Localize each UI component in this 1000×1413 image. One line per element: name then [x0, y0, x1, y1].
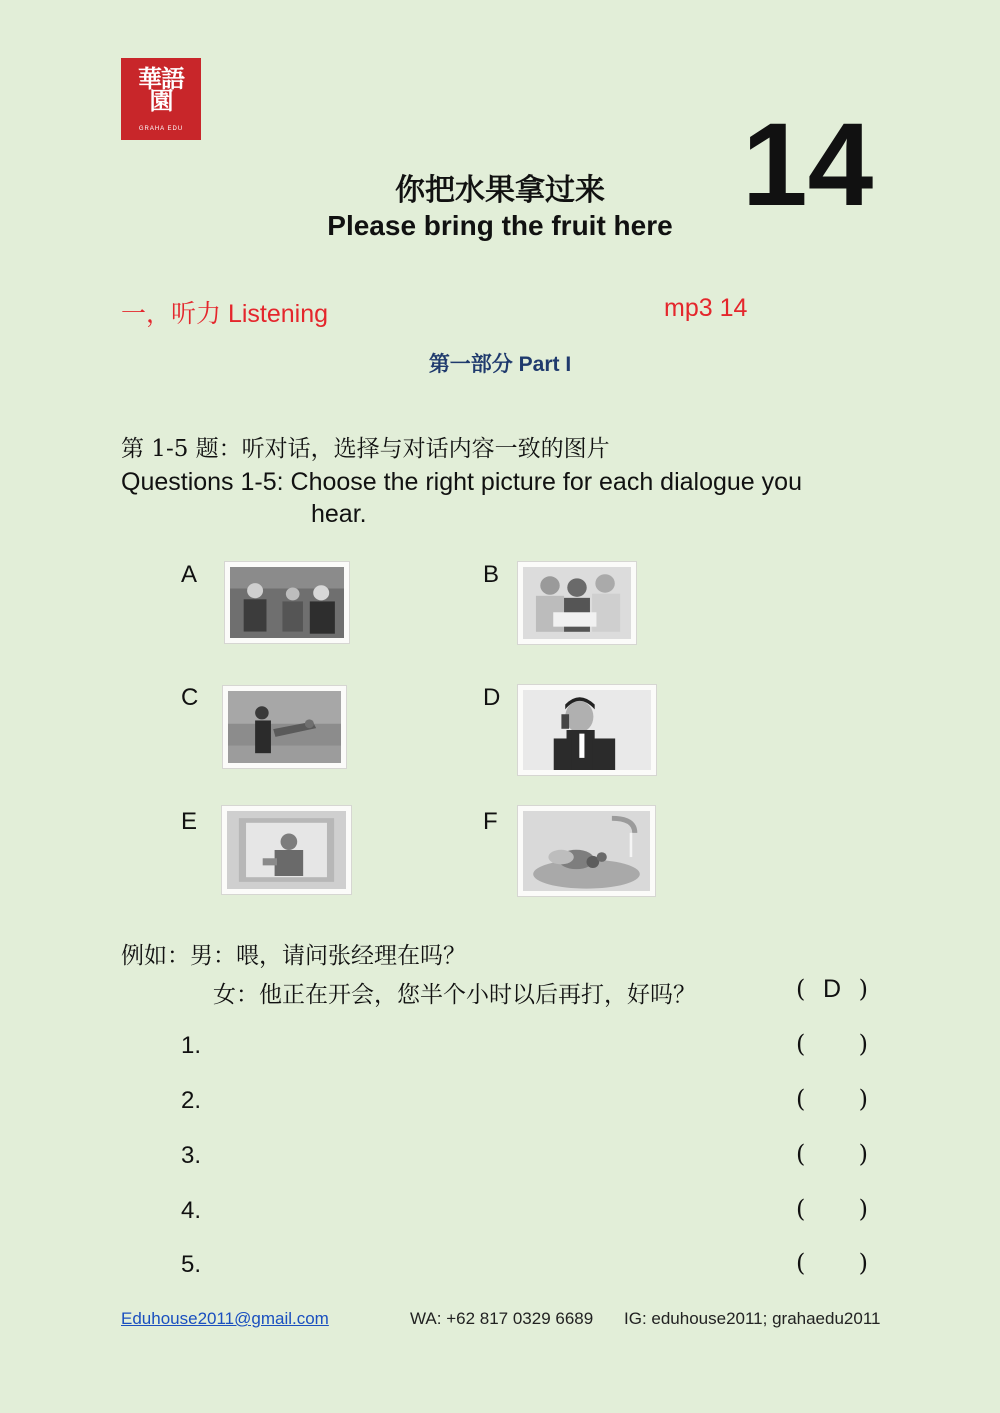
option-letter-d: D [483, 684, 501, 711]
example-dialogue-woman: 女：他正在开会，您半个小时以后再打，好吗？ [213, 982, 696, 1008]
audio-track-label: mp3 14 [664, 294, 748, 322]
photo-family-reading [523, 567, 631, 639]
bracket-close: ) [858, 1195, 868, 1223]
bracket-open: ( [796, 1249, 806, 1277]
instructions-chinese: 第 1-5 题：听对话，选择与对话内容一致的图片 [121, 436, 610, 462]
bracket-open: ( [796, 1195, 806, 1223]
option-picture-f [517, 805, 656, 897]
option-letter-e: E [181, 808, 198, 835]
example-answer: D [822, 975, 842, 1003]
option-letter-c: C [181, 684, 199, 711]
answer-blank[interactable] [796, 1195, 868, 1223]
bracket-close: ) [858, 1030, 868, 1058]
example-answer-bracket [796, 975, 868, 1004]
photo-people-walking [228, 691, 341, 763]
lesson-number: 14 [742, 99, 874, 231]
instructions-english [121, 466, 878, 530]
bracket-open: ( [796, 1085, 806, 1113]
page-title-chinese: 你把水果拿过来 [395, 173, 605, 208]
answer-blank[interactable] [796, 1030, 868, 1058]
photo-washing-fruit [523, 811, 650, 891]
instructions-english-line1: Questions 1-5: Choose the right picture for each dialogue you [121, 468, 802, 496]
page-title-english: Please bring the fruit here [327, 210, 673, 241]
footer-whatsapp: WA: +62 817 0329 6689 [410, 1309, 594, 1328]
bracket-close: ) [858, 975, 868, 1003]
part-heading: 第一部分 Part I [428, 353, 572, 376]
instructions-english-line2: hear. [311, 500, 367, 528]
option-letter-b: B [483, 561, 500, 588]
question-number: 2. [181, 1087, 202, 1114]
logo-glyphs: 華語園 [138, 64, 184, 115]
answer-blank[interactable] [796, 1085, 868, 1113]
bracket-open: ( [796, 1140, 806, 1168]
bracket-open: ( [796, 1030, 806, 1058]
option-letter-a: A [181, 561, 198, 588]
example-dialogue-man: 例如：男：喂，请问张经理在吗？ [121, 943, 466, 969]
photo-man-at-window [227, 811, 346, 889]
bracket-close: ) [858, 1249, 868, 1277]
question-number: 5. [181, 1251, 202, 1278]
option-picture-c [222, 685, 347, 769]
question-number: 1. [181, 1032, 202, 1059]
bracket-open: ( [796, 975, 806, 1003]
option-picture-e [221, 805, 352, 895]
photo-people-chatting [230, 567, 344, 638]
answer-blank[interactable] [796, 1140, 868, 1168]
option-picture-d [517, 684, 657, 776]
bracket-close: ) [858, 1140, 868, 1168]
question-number: 3. [181, 1142, 202, 1169]
logo [121, 58, 201, 140]
option-letter-f: F [483, 808, 498, 835]
logo-subtitle: GRAHA EDU [138, 126, 184, 132]
question-number: 4. [181, 1197, 202, 1224]
footer-instagram: IG: eduhouse2011; grahaedu2011 [624, 1309, 881, 1328]
option-picture-a [224, 561, 350, 644]
answer-blank[interactable] [796, 1249, 868, 1277]
photo-woman-on-phone [523, 690, 651, 770]
footer-email-link[interactable]: Eduhouse2011@gmail.com [121, 1309, 329, 1328]
option-picture-b [517, 561, 637, 645]
section-listening-heading: 一，听力 Listening [121, 300, 329, 328]
bracket-close: ) [858, 1085, 868, 1113]
